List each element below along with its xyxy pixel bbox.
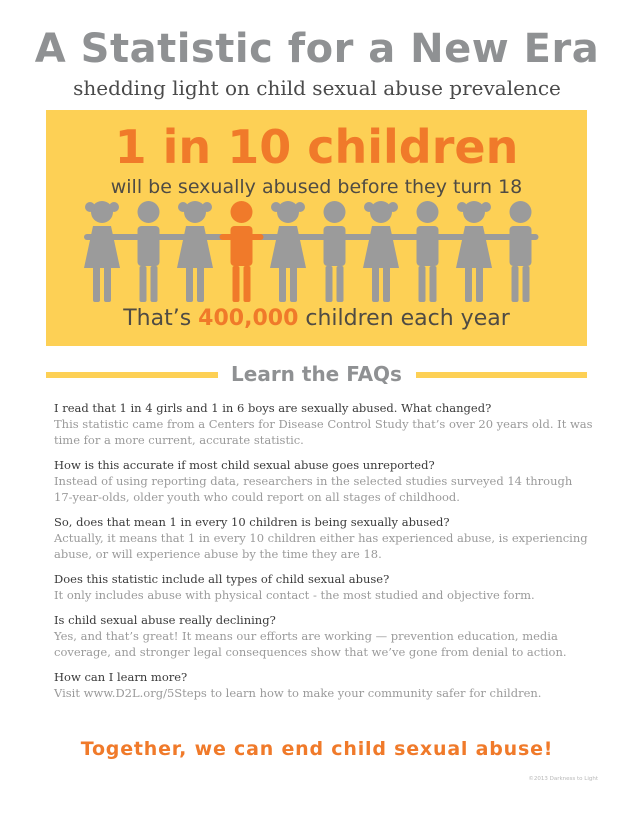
stat-number: 400,000: [198, 306, 299, 331]
child-figure-highlighted: [220, 201, 264, 302]
faq-question: How can I learn more?: [54, 670, 188, 684]
faq-answer: Actually, it means that 1 in every 10 children either has experienced abuse, is experiencing abuse, or will experience abuse by the time they are 18.: [54, 531, 588, 561]
faq-question: Does this statistic include all types of child sexual abuse?: [54, 572, 390, 586]
page-subtitle: shedding light on child sexual abuse prevalence: [73, 76, 561, 100]
faq-heading: [46, 362, 587, 388]
tagline: Together, we can end child sexual abuse!: [80, 738, 554, 760]
child-figure: [138, 201, 160, 302]
faq-item: [54, 612, 594, 660]
child-figure: [363, 201, 399, 302]
faq-answer: It only includes abuse with physical contact - the most studied and objective form.: [54, 588, 535, 602]
faq-item: [54, 669, 594, 701]
faq-answer: Visit www.D2L.org/5Steps to learn how to make your community safer for children.: [54, 686, 542, 700]
faq-question: I read that 1 in 4 girls and 1 in 6 boys are sexually abused. What changed?: [54, 401, 492, 415]
child-figure: [510, 201, 532, 302]
faq-answer: Yes, and that’s great! It means our efforts are working — prevention education, media coverage, and stronger legal consequences show that we’ve gone from denial to action.: [54, 629, 567, 659]
child-figure: [456, 201, 492, 302]
stat-suffix: children each year: [298, 306, 510, 331]
child-figure: [417, 201, 439, 302]
faq-item: [54, 571, 594, 603]
faq-item: [54, 514, 594, 562]
banner-subheadline: will be sexually abused before they turn 18: [110, 176, 523, 198]
child-figure: [177, 201, 213, 302]
faq-item: [54, 400, 594, 448]
faq-list: [54, 400, 594, 710]
faq-answer: Instead of using reporting data, researchers in the selected studies surveyed 14 through 17-year-olds, older youth who could report on all stages of childhood.: [54, 474, 573, 504]
faq-item: [54, 457, 594, 505]
faq-question: So, does that mean 1 in every 10 children is being sexually abused?: [54, 515, 450, 529]
child-figure: [324, 201, 346, 302]
copyright: ©2013 Darkness to Light: [528, 776, 598, 782]
child-figure: [84, 201, 120, 302]
statistic-banner: [46, 110, 587, 346]
faq-answer: This statistic came from a Centers for Disease Control Study that’s over 20 years old. It was time for a more current, accurate statistic.: [54, 417, 593, 447]
faq-question: How is this accurate if most child sexual abuse goes unreported?: [54, 458, 435, 472]
stat-prefix: That’s: [123, 306, 199, 331]
faq-question: Is child sexual abuse really declining?: [54, 613, 276, 627]
banner-stat-line: [46, 306, 587, 331]
child-figure: [270, 201, 306, 302]
children-figures-row: [46, 198, 587, 308]
faq-heading-text: Learn the FAQs: [231, 362, 402, 386]
page-title: A Statistic for a New Era: [34, 26, 600, 72]
banner-headline: 1 in 10 children: [114, 120, 519, 174]
